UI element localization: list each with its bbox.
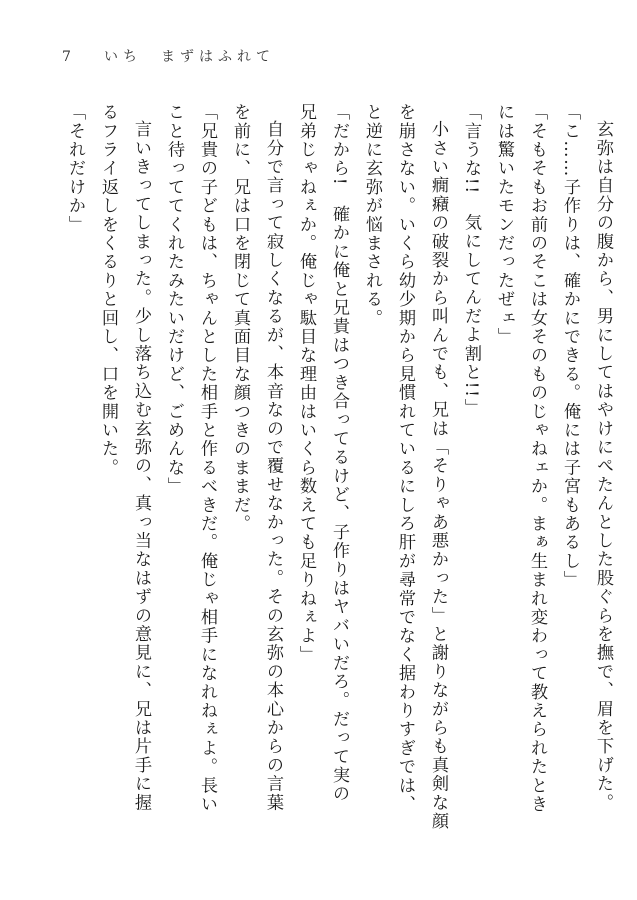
text-line: 「だから! 確かに俺と兄貴はつき合ってるけど、子作りはヤバいだろ。だって実の [329,103,349,804]
text-line: を前に、兄は口を閉じて真面目な顔つきのままだ。 [230,103,250,534]
text-line: 言いきってしまった。少し落ち込む玄弥の、真っ当なはずの意見に、兄は片手に握 [131,120,151,813]
running-head [62,46,275,66]
text-line: 「それだけか」 [65,103,85,234]
text-line: を崩さない。いくら幼少期から見慣れているにしろ肝が尋常でなく据わりすぎでは、 [395,103,415,814]
text-line: 「そもそもお前のそこは女そのものじゃねェか。まぁ生まれ変わって教えられたとき [527,103,547,814]
text-line: 兄弟じゃねぇか。俺じゃ駄目な理由はいくら数えても足りねぇよ」 [296,103,316,664]
text-line: 玄弥は自分の腹から、男にしてはやけにぺたんとした股ぐらを撫で、眉を下げた。 [593,120,613,813]
text-line: こと待っててくれたみたいだけど、ごめんな」 [164,103,184,496]
text-line: 小さい癇癪の破裂から叫んでも、兄は「そりゃあ悪かった」と謝りながらも真剣な顔 [428,120,448,831]
page-number: 7 [62,49,72,65]
text-line: 「こ……子作りは、確かにできる。俺には子宮もあるし」 [560,103,580,590]
text-line: と逆に玄弥が悩まされる。 [362,103,382,328]
text-line: には驚いたモンだったぜェ」 [494,103,514,347]
chapter-title: いち まずはふれて [104,49,275,65]
text-line: 「兄貴の子どもは、ちゃんとした相手と作るべきだ。俺じゃ相手になれねぇよ。長い [197,103,217,814]
text-line: るフライ返しをくるりと回し、口を開いた。 [98,103,118,477]
vertical-text-body [58,103,619,853]
text-line: 自分で言って寂しくなるが、本音なので覆せなかった。その玄弥の本心からの言葉 [263,120,283,813]
text-line: 「言うな!! 気にしてんだよ割と!!」 [461,103,481,418]
